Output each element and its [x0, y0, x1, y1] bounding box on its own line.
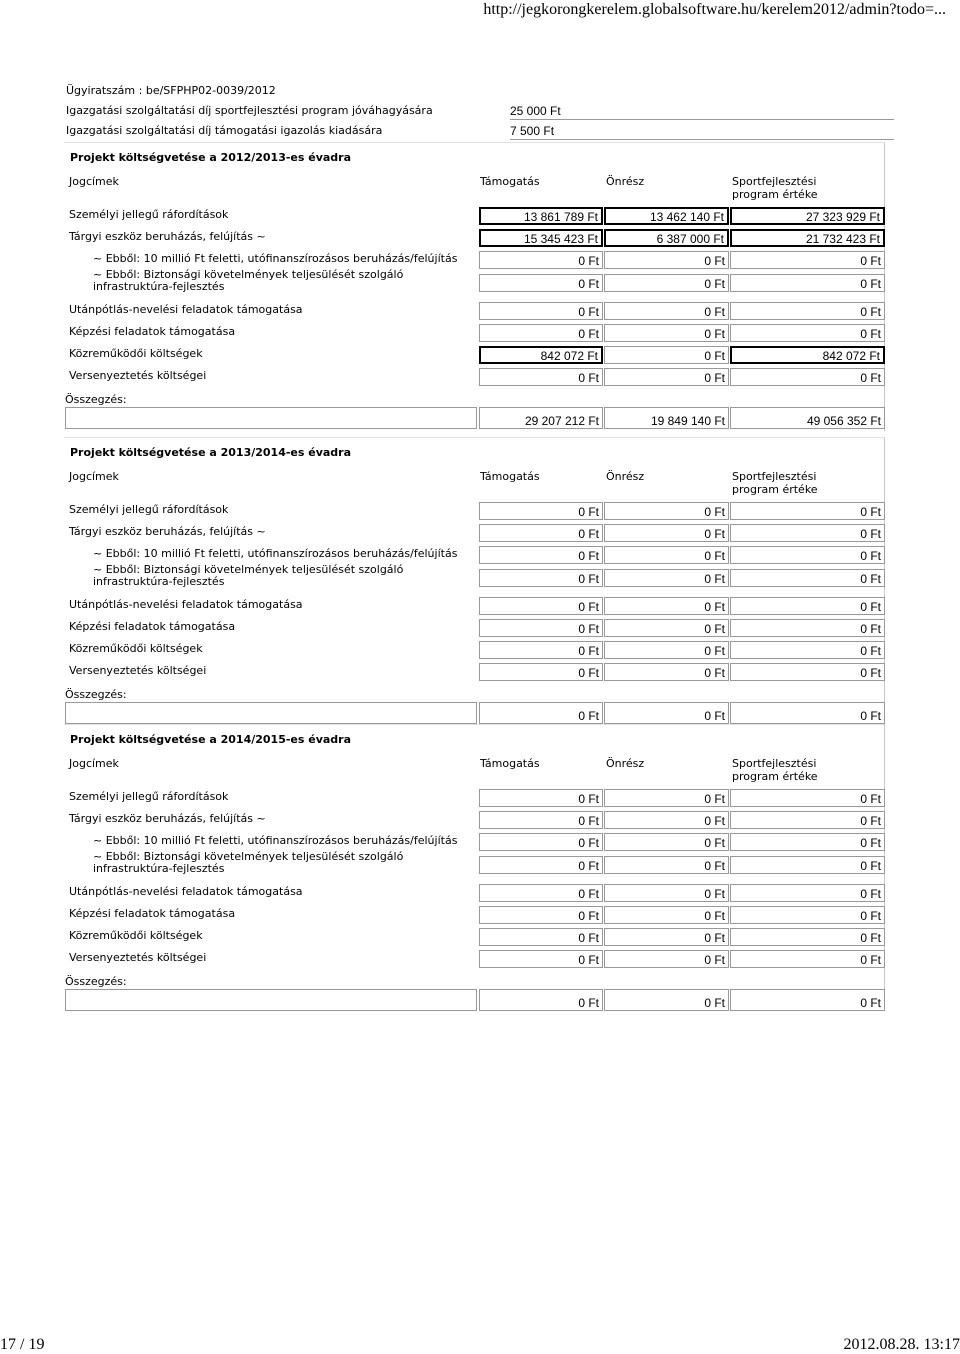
- row-label: Személyi jellegű ráfordítások: [69, 790, 229, 803]
- column-header-support: Támogatás: [480, 175, 540, 188]
- support-cell: 0 Ft: [479, 856, 603, 874]
- program-value-cell: 0 Ft: [730, 524, 885, 542]
- program-value-cell: 0 Ft: [730, 928, 885, 946]
- own-share-cell: 0 Ft: [604, 884, 729, 902]
- support-cell: 0 Ft: [479, 950, 603, 968]
- support-cell: 0 Ft: [479, 324, 603, 342]
- budget-section: [64, 142, 885, 431]
- own-share-cell: 0 Ft: [604, 906, 729, 924]
- page-number: 17 / 19: [0, 1336, 45, 1353]
- row-label: Tárgyi eszköz beruházás, felújítás ~: [69, 812, 266, 825]
- support-cell: 0 Ft: [479, 251, 603, 269]
- support-cell: 0 Ft: [479, 619, 603, 637]
- row-label: Közreműködői költségek: [69, 347, 203, 360]
- program-value-cell: 0 Ft: [730, 856, 885, 874]
- program-value-cell: 27 323 929 Ft: [730, 207, 885, 225]
- own-share-cell: 6 387 000 Ft: [604, 229, 729, 247]
- total-support-cell: 0 Ft: [479, 989, 603, 1011]
- column-header-own-share: Önrész: [606, 757, 645, 770]
- section-title: Projekt költségvetése a 2013/2014-es évadra: [70, 446, 352, 459]
- own-share-cell: 0 Ft: [604, 789, 729, 807]
- print-datetime: 2012.08.28. 13:17: [843, 1336, 960, 1353]
- section-title: Projekt költségvetése a 2012/2013-es évadra: [70, 151, 352, 164]
- row-label: Versenyeztetés költségei: [69, 951, 207, 964]
- row-label: Közreműködői költségek: [69, 642, 203, 655]
- fee-cert-label: Igazgatási szolgáltatási díj támogatási igazolás kiadására: [66, 124, 383, 137]
- own-share-cell: 0 Ft: [604, 346, 729, 364]
- row-label: Tárgyi eszköz beruházás, felújítás ~: [69, 525, 266, 538]
- support-cell: 0 Ft: [479, 524, 603, 542]
- own-share-cell: 0 Ft: [604, 928, 729, 946]
- row-label: Személyi jellegű ráfordítások: [69, 503, 229, 516]
- support-cell: 0 Ft: [479, 274, 603, 292]
- program-value-cell: 0 Ft: [730, 663, 885, 681]
- total-own-share-cell: 19 849 140 Ft: [604, 407, 729, 429]
- row-label: Képzési feladatok támogatása: [69, 907, 236, 920]
- program-value-cell: 0 Ft: [730, 251, 885, 269]
- fee-cert-value: 7 500 Ft: [510, 124, 894, 140]
- own-share-cell: 0 Ft: [604, 546, 729, 564]
- own-share-cell: 0 Ft: [604, 569, 729, 587]
- row-label: Versenyeztetés költségei: [69, 664, 207, 677]
- support-cell: 0 Ft: [479, 833, 603, 851]
- own-share-cell: 0 Ft: [604, 950, 729, 968]
- own-share-cell: 0 Ft: [604, 811, 729, 829]
- own-share-cell: 0 Ft: [604, 251, 729, 269]
- summary-label: Összegzés:: [65, 975, 127, 988]
- own-share-cell: 0 Ft: [604, 302, 729, 320]
- fee-approval-label: Igazgatási szolgáltatási díj sportfejlesztési program jóváhagyására: [66, 104, 433, 117]
- program-value-cell: 0 Ft: [730, 950, 885, 968]
- fee-approval-value: 25 000 Ft: [510, 104, 894, 120]
- support-cell: 0 Ft: [479, 368, 603, 386]
- page-url: http://jegkorongkerelem.globalsoftware.hu/kerelem2012/admin?todo=...: [483, 1, 946, 18]
- summary-label: Összegzés:: [65, 688, 127, 701]
- budget-section: [64, 437, 885, 723]
- support-cell: 0 Ft: [479, 811, 603, 829]
- own-share-cell: 0 Ft: [604, 856, 729, 874]
- program-value-cell: 0 Ft: [730, 302, 885, 320]
- total-program-value-cell: 0 Ft: [730, 702, 885, 724]
- program-value-cell: 0 Ft: [730, 906, 885, 924]
- support-cell: 0 Ft: [479, 569, 603, 587]
- own-share-cell: 0 Ft: [604, 597, 729, 615]
- support-cell: 0 Ft: [479, 546, 603, 564]
- program-value-cell: 0 Ft: [730, 368, 885, 386]
- program-value-cell: 0 Ft: [730, 597, 885, 615]
- column-header-support: Támogatás: [480, 470, 540, 483]
- row-label: Utánpótlás-nevelési feladatok támogatása: [69, 303, 303, 316]
- row-label: ~ Ebből: Biztonsági követelmények teljesülését szolgáló infrastruktúra-fejlesztés: [93, 563, 404, 588]
- total-program-value-cell: 49 056 352 Ft: [730, 407, 885, 429]
- row-label: Utánpótlás-nevelési feladatok támogatása: [69, 885, 303, 898]
- column-header-jogcimek: Jogcímek: [69, 757, 119, 770]
- own-share-cell: 0 Ft: [604, 641, 729, 659]
- own-share-cell: 0 Ft: [604, 833, 729, 851]
- program-value-cell: 0 Ft: [730, 641, 885, 659]
- row-label: ~ Ebből: 10 millió Ft feletti, utófinanszírozásos beruházás/felújítás: [93, 252, 458, 265]
- row-label: ~ Ebből: 10 millió Ft feletti, utófinanszírozásos beruházás/felújítás: [93, 834, 458, 847]
- program-value-cell: 0 Ft: [730, 324, 885, 342]
- column-header-own-share: Önrész: [606, 175, 645, 188]
- program-value-cell: 0 Ft: [730, 274, 885, 292]
- support-cell: 0 Ft: [479, 597, 603, 615]
- program-value-cell: 0 Ft: [730, 569, 885, 587]
- program-value-cell: 0 Ft: [730, 833, 885, 851]
- row-label: ~ Ebből: Biztonsági követelmények teljesülését szolgáló infrastruktúra-fejlesztés: [93, 268, 404, 293]
- support-cell: 0 Ft: [479, 502, 603, 520]
- case-number: Ügyiratszám : be/SFPHP02-0039/2012: [66, 84, 276, 97]
- support-cell: 0 Ft: [479, 302, 603, 320]
- row-label: ~ Ebből: 10 millió Ft feletti, utófinanszírozásos beruházás/felújítás: [93, 547, 458, 560]
- row-label: Képzési feladatok támogatása: [69, 620, 236, 633]
- summary-box: [65, 407, 477, 429]
- budget-section: [64, 724, 885, 1010]
- own-share-cell: 0 Ft: [604, 663, 729, 681]
- program-value-cell: 0 Ft: [730, 789, 885, 807]
- row-label: Képzési feladatok támogatása: [69, 325, 236, 338]
- support-cell: 0 Ft: [479, 641, 603, 659]
- program-value-cell: 0 Ft: [730, 502, 885, 520]
- column-header-jogcimek: Jogcímek: [69, 470, 119, 483]
- total-own-share-cell: 0 Ft: [604, 989, 729, 1011]
- column-header-jogcimek: Jogcímek: [69, 175, 119, 188]
- row-label: Közreműködői költségek: [69, 929, 203, 942]
- program-value-cell: 0 Ft: [730, 811, 885, 829]
- support-cell: 0 Ft: [479, 789, 603, 807]
- own-share-cell: 0 Ft: [604, 324, 729, 342]
- own-share-cell: 0 Ft: [604, 524, 729, 542]
- own-share-cell: 13 462 140 Ft: [604, 207, 729, 225]
- row-label: Személyi jellegű ráfordítások: [69, 208, 229, 221]
- own-share-cell: 0 Ft: [604, 619, 729, 637]
- support-cell: 13 861 789 Ft: [479, 207, 603, 225]
- own-share-cell: 0 Ft: [604, 368, 729, 386]
- support-cell: 0 Ft: [479, 663, 603, 681]
- support-cell: 0 Ft: [479, 928, 603, 946]
- row-label: Tárgyi eszköz beruházás, felújítás ~: [69, 230, 266, 243]
- program-value-cell: 0 Ft: [730, 546, 885, 564]
- total-own-share-cell: 0 Ft: [604, 702, 729, 724]
- support-cell: 0 Ft: [479, 906, 603, 924]
- total-support-cell: 29 207 212 Ft: [479, 407, 603, 429]
- column-header-own-share: Önrész: [606, 470, 645, 483]
- own-share-cell: 0 Ft: [604, 274, 729, 292]
- total-program-value-cell: 0 Ft: [730, 989, 885, 1011]
- summary-box: [65, 702, 477, 724]
- summary-box: [65, 989, 477, 1011]
- section-title: Projekt költségvetése a 2014/2015-es évadra: [70, 733, 352, 746]
- column-header-program-value: Sportfejlesztési program értéke: [732, 175, 818, 201]
- program-value-cell: 842 072 Ft: [730, 346, 885, 364]
- column-header-program-value: Sportfejlesztési program értéke: [732, 757, 818, 783]
- summary-label: Összegzés:: [65, 393, 127, 406]
- support-cell: 842 072 Ft: [479, 346, 603, 364]
- total-support-cell: 0 Ft: [479, 702, 603, 724]
- support-cell: 0 Ft: [479, 884, 603, 902]
- program-value-cell: 0 Ft: [730, 619, 885, 637]
- program-value-cell: 0 Ft: [730, 884, 885, 902]
- program-value-cell: 21 732 423 Ft: [730, 229, 885, 247]
- row-label: Utánpótlás-nevelési feladatok támogatása: [69, 598, 303, 611]
- row-label: ~ Ebből: Biztonsági követelmények teljesülését szolgáló infrastruktúra-fejlesztés: [93, 850, 404, 875]
- column-header-support: Támogatás: [480, 757, 540, 770]
- column-header-program-value: Sportfejlesztési program értéke: [732, 470, 818, 496]
- row-label: Versenyeztetés költségei: [69, 369, 207, 382]
- own-share-cell: 0 Ft: [604, 502, 729, 520]
- support-cell: 15 345 423 Ft: [479, 229, 603, 247]
